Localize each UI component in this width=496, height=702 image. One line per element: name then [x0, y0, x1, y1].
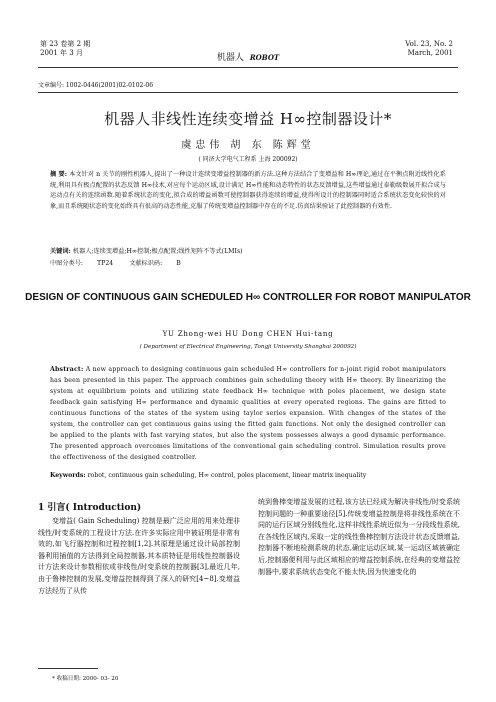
affiliation-cn: ( 同济大学电气工程系 上海 200092) [198, 156, 298, 163]
keywords-en-text: robot, continuous gain scheduling, H∞ control, poles placement, linear matrix inequality [87, 472, 367, 479]
header-volume: 第 23 卷第 2 期 [40, 40, 91, 48]
classification-cn [50, 258, 446, 267]
body-column-left: 变增益( Gain Scheduling) 控制是最广泛应用的用来处理非线性/时变系统的工程设计方法.在许多实际应用中被证明是非常有效的,如飞行器控制和过程控制[1,2].其原理是通过设计局部控制器利用插值的方法得到全局控制器,其本质特征是用线性控制器设计方法来设计参数相依或非线性/时变系统的控制器[3],最近几年,由于鲁棒控制的发展,变增益控制得到了深入的研究[4~8].变增益方法经历了从传 [38, 517, 240, 595]
authors-en: YU Zhong-wei HU Dong CHEN Hui-tang [162, 330, 334, 338]
abstract-cn-label: 摘 要: [50, 171, 68, 178]
header-rule [38, 67, 458, 68]
classification-label: 中图分类号: [50, 260, 84, 267]
section-1-heading: 1 引言( Introduction) [38, 503, 142, 513]
keywords-cn-label: 关键词: [50, 248, 71, 255]
abstract-en [50, 364, 446, 463]
authors-cn: 虞忠伟 胡 东 陈辉堂 [181, 140, 315, 151]
doc-code-label: 文献标识码: [129, 260, 163, 267]
abstract-cn-text: 本文针对 n 关节的刚性机器人,提出了一种设计连续变增益控制器的新方法.这种方法结合了变增益和 H∞理论,通过在平衡点附近线性化系统,利用具有极点配置的状态反馈 H∞技术,对应每个运动区域,设计满足 H∞性能和动态特性的状态反馈增益,这些增益通过泰勒级数展开拟合成与运动点有关的连续函数.随着系统状态的变化,拟合成的增益函数可使控制器获得连续的增益,使得所设计的控制器同时适合系统状态变化较快的对象,而且系统随状态的变化始终具有很高的动态性能,克服了传统变增益控制器中存在的不足.仿真结果验证了此控制器的有效性. [50, 171, 446, 210]
keywords-en-label: Keywords: [50, 472, 86, 479]
classification-value: TP24 [97, 260, 114, 267]
footnote-rule [38, 668, 98, 669]
keywords-cn [50, 246, 446, 255]
header-date-en: March, 2001 [407, 49, 453, 57]
keywords-en [50, 472, 446, 479]
abstract-en-label: Abstract: [50, 366, 84, 373]
title-cn: 机器人非线性连续变增益 H∞控制器设计* [104, 110, 392, 128]
doc-code-value: B [176, 260, 181, 267]
header-volume-info-en [405, 40, 453, 58]
header-volume-en: Vol. 23, No. 2 [405, 40, 453, 48]
header-date: 2001 年 3 月 [40, 49, 83, 57]
keywords-cn-text: 机器人;连续变增益;H∞控制;极点配置;线性矩阵不等式(LMIs) [72, 248, 243, 255]
article-number: 文章编号: 1002-0446(2001)02-0102-06 [38, 82, 154, 89]
journal-name-cn: 机器人 [216, 53, 244, 63]
body-column-right: 统到鲁棒变增益发展的过程,该方法已经成为解决非线性/时变系统控制问题的一种重要途径[5].传统变增益控制是将非线性系统在不同的运行区域分别线性化,这样非线性系统近似为一分段线性系统,在各线性区域内,采取一定的线性鲁棒控制方法设计状态反馈增益,控制器不断地检测系统的状态,确定运动区域,某一运动区域被确定后,控制器便利用与此区域相应的增益控制系统,在经典的变增益控制器中,要求系统状态变化不能太快,因为快速变化的 [258, 498, 460, 576]
abstract-en-text: A new approach to designing continuous gain scheduled H∞ controllers for n-joint rigid robot manipulators has been presented in this paper. The approach combines gain scheduling theory with H∞ theory. By linearizing the system at equilibrium points and utilizing state feedback H∞ technique with poles placement, we design state feedback gain satisfying H∞ performance and dynamic qualities at every operated regions. The gains are fitted to continuous functions of the states of the system using taylor series expansion. With changes of the states of the system, the controller can get continuous gains using the fitted gain functions. Not only the designed controller can be applied to the plants with fast varying states, but also the system possesses always a good dynamic performance. The presented approach overcomes limitations of the conventional gain scheduling control. Simulation results prove the effectiveness of the designed controller. [50, 366, 446, 461]
article-number-rule [38, 92, 458, 93]
abstract-cn [50, 170, 446, 212]
title-en: DESIGN OF CONTINUOUS GAIN SCHEDULED H∞ CONTROLLER FOR ROBOT MANIPULATOR [25, 292, 471, 303]
footnote-received-date: * 收稿日期: 2000- 03- 20 [52, 676, 119, 682]
journal-name-en: ROBOT [249, 53, 280, 62]
affiliation-en: ( Department of Electrical Engineering, Tongji University Shanghai 200092) [139, 344, 357, 350]
